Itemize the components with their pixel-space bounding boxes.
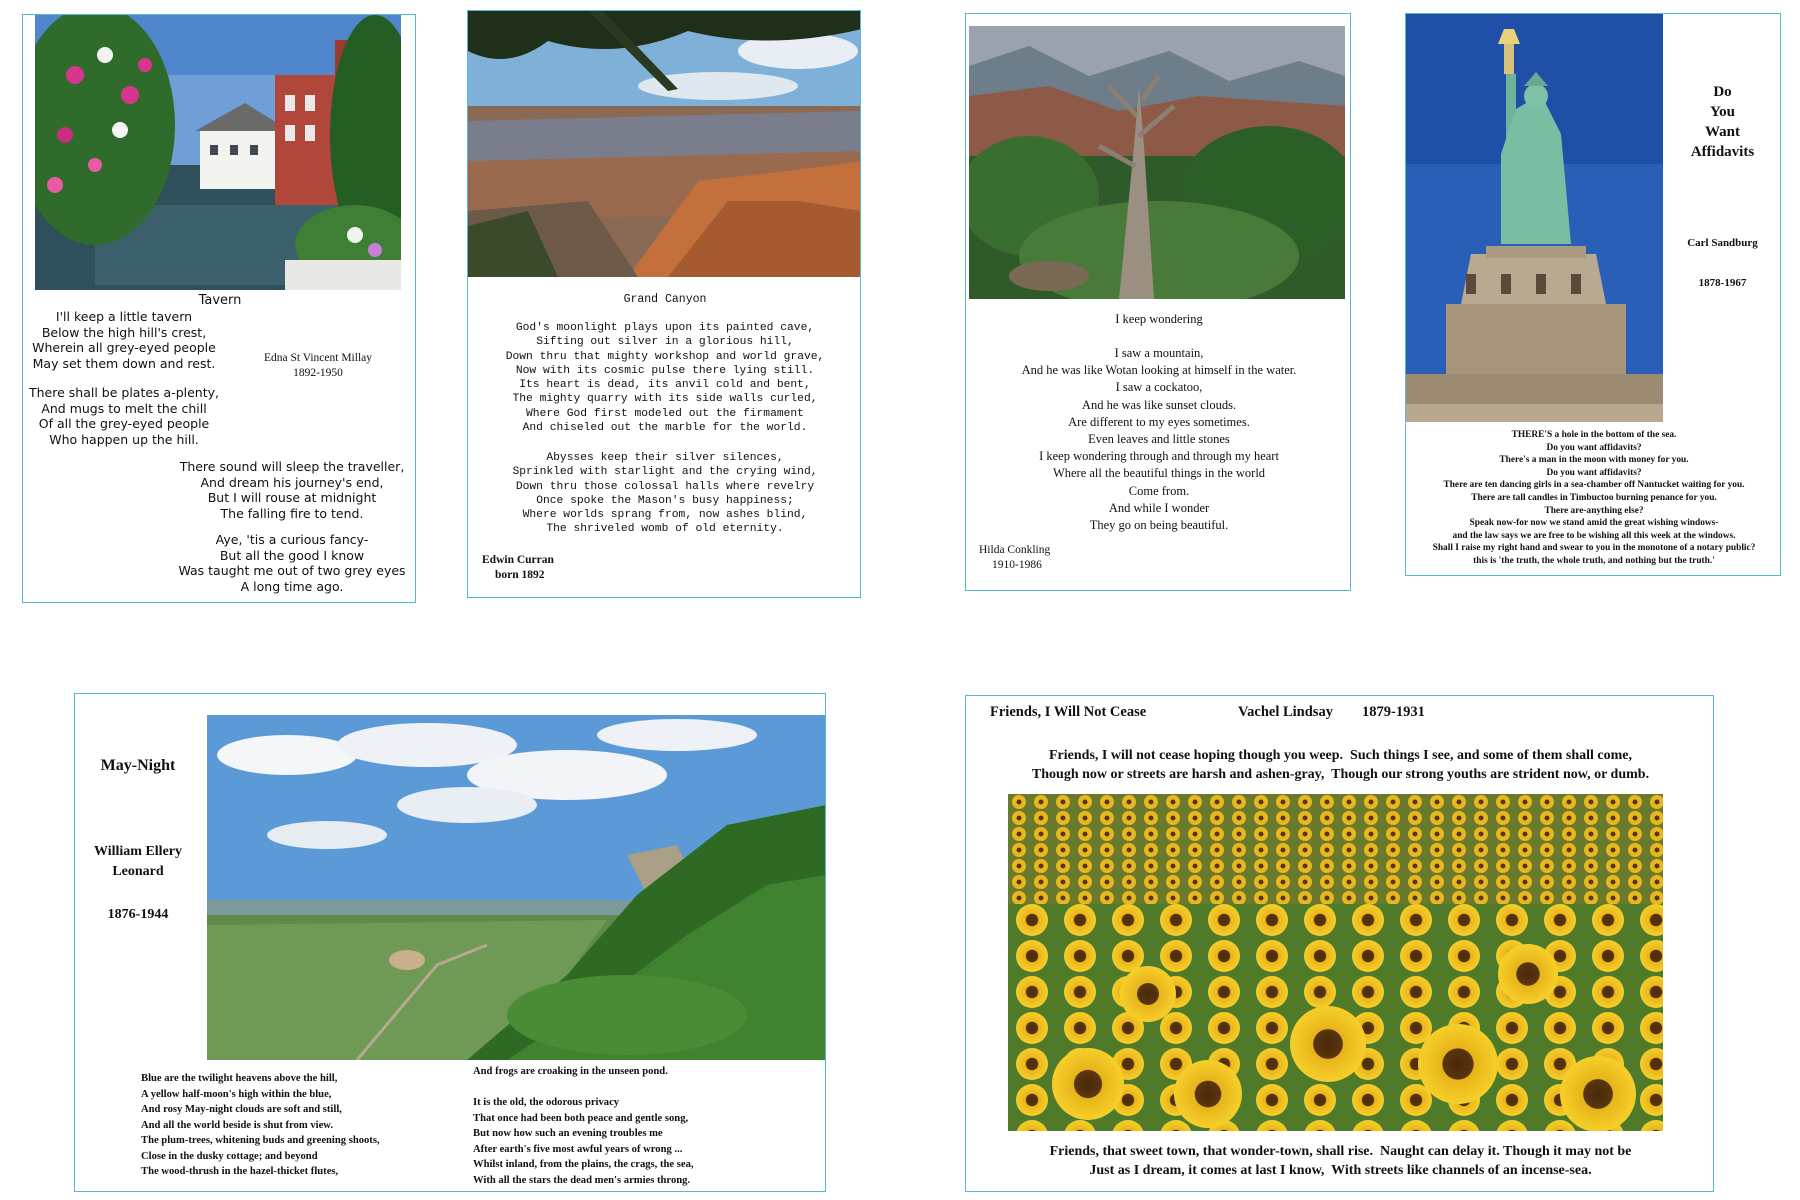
tavern-author: Edna St Vincent Millay bbox=[263, 352, 372, 364]
may-night-column-1: Blue are the twilight heavens above the hill, A yellow half-moon's high within the blue, And rosy May-night clouds are soft and still, And all the world beside is shut from view. The plum-trees, whitening buds and greening shoots, Close in the dusky cottage; and beyond The wood-thrush in the hazel-thicket flutes, bbox=[141, 1073, 380, 1177]
friends-dates: 1879-1931 bbox=[1362, 704, 1425, 720]
grand-canyon-photo bbox=[468, 11, 861, 277]
affidavits-dates: 1878-1967 bbox=[1698, 277, 1747, 289]
grand-canyon-dates: born 1892 bbox=[495, 569, 545, 581]
tavern-stanza-1: I'll keep a little tavern Below the high hill's crest, Wherein all grey-eyed people May set them down and rest. bbox=[32, 309, 216, 371]
friends-author: Vachel Lindsay bbox=[1238, 704, 1333, 720]
friends-title: Friends, I Will Not Cease bbox=[990, 704, 1147, 720]
may-night-column-2-line-1: And frogs are croaking in the unseen pond. bbox=[473, 1066, 668, 1077]
wondering-author: Hilda Conkling bbox=[979, 544, 1051, 556]
may-night-column-2: It is the old, the odorous privacy That once had been both peace and gentle song, But now how such an evening troubles me After earth's five most awful years of wrong ... Whilst inland, from the plains, the crags, the sea, With all the stars the dead men's armies throng. bbox=[473, 1097, 694, 1186]
tavern-title: Tavern bbox=[198, 293, 242, 308]
statue-of-liberty-photo bbox=[1406, 14, 1663, 422]
affidavits-title: Do You Want Affidavits bbox=[1690, 84, 1755, 160]
poem-card-friends bbox=[965, 695, 1714, 1192]
may-night-title: May-Night bbox=[100, 757, 176, 774]
poem-card-wondering bbox=[965, 13, 1351, 591]
poem-card-affidavits bbox=[1405, 13, 1781, 576]
tavern-stanza-2: There shall be plates a-plenty, And mugs to melt the chill Of all the grey-eyed people Who happen up the hill. bbox=[29, 385, 219, 447]
poem-card-grand-canyon bbox=[467, 10, 861, 598]
grand-canyon-author: Edwin Curran bbox=[482, 554, 554, 566]
wondering-dates: 1910-1986 bbox=[992, 559, 1042, 571]
tavern-dates: 1892-1950 bbox=[293, 367, 343, 379]
tavern-stanza-3: There sound will sleep the traveller, And dream his journey's end, But I will rouse at midnight The falling fire to tend. bbox=[179, 459, 405, 521]
friends-outro: Friends, that sweet town, that wonder-town, shall rise. Naught can delay it. Though it may not be Just as I dream, it comes at last I know, With streets like channels of an incense-sea. bbox=[1049, 1144, 1632, 1178]
wondering-title: I keep wondering bbox=[1115, 312, 1203, 326]
friends-intro: Friends, I will not cease hoping though you weep. Such things I see, and some of them shall come, Though now or streets are harsh and ashen-gray, Though our strong youths are strident now, or dumb. bbox=[1031, 748, 1650, 782]
mountain-tree-photo bbox=[969, 26, 1345, 299]
valley-cliff-photo bbox=[207, 715, 826, 1060]
tavern-photo bbox=[35, 15, 401, 290]
grand-canyon-title: Grand Canyon bbox=[623, 293, 707, 306]
poem-card-may-night bbox=[74, 693, 826, 1192]
grand-canyon-stanza-2: Abysses keep their silver silences, Sprinkled with starlight and the crying wind, Down thru those colossal halls where revelry Once spoke the Mason's busy happiness; Where worlds sprang from, now ashes blind, The shriveled womb of old eternity. bbox=[512, 452, 818, 536]
may-night-dates: 1876-1944 bbox=[107, 907, 169, 922]
grand-canyon-stanza-1: God's moonlight plays upon its painted cave, Sifting out silver in a glorious hill, Down thru that mighty workshop and world grave, Now with its cosmic pulse there lying still. Its heart is dead, its anvil cold and bent, The mighty quarry with its side walls curled, Where God first modeled out the firmament And chiseled out the marble for the world. bbox=[505, 322, 825, 435]
sunflower-field-photo bbox=[1008, 794, 1663, 1131]
wondering-body: I saw a mountain, And he was like Wotan looking at himself in the water. I saw a cockatoo, And he was like sunset clouds. Are different to my eyes sometimes. Even leaves and little stones I keep wondering through and through my heart Where all the beautiful things in the world Come from. And while I wonder They go on being beautiful. bbox=[1021, 346, 1297, 533]
affidavits-body: THERE'S a hole in the bottom of the sea. Do you want affidavits? There's a man in the moon with money for you. Do you want affidavits? There are ten dancing girls in a sea-chamber off Nantucket waiting for you. There are tall candles in Timbuctoo burning penance for you. There are-anything else? Speak now-for now we stand amid the great wishing windows- and the law says we are free to be wishing all this week at the windows. Shall I raise my right hand and swear to you in the monotone of a notary public? this is 'the truth, the whole truth, and nothing but the truth.' bbox=[1432, 430, 1756, 566]
affidavits-author: Carl Sandburg bbox=[1687, 237, 1758, 249]
tavern-stanza-4: Aye, 'tis a curious fancy- But all the good I know Was taught me out of two grey eyes A long time ago. bbox=[178, 532, 406, 594]
may-night-author: William Ellery Leonard bbox=[93, 844, 182, 879]
poem-card-tavern bbox=[22, 14, 416, 603]
